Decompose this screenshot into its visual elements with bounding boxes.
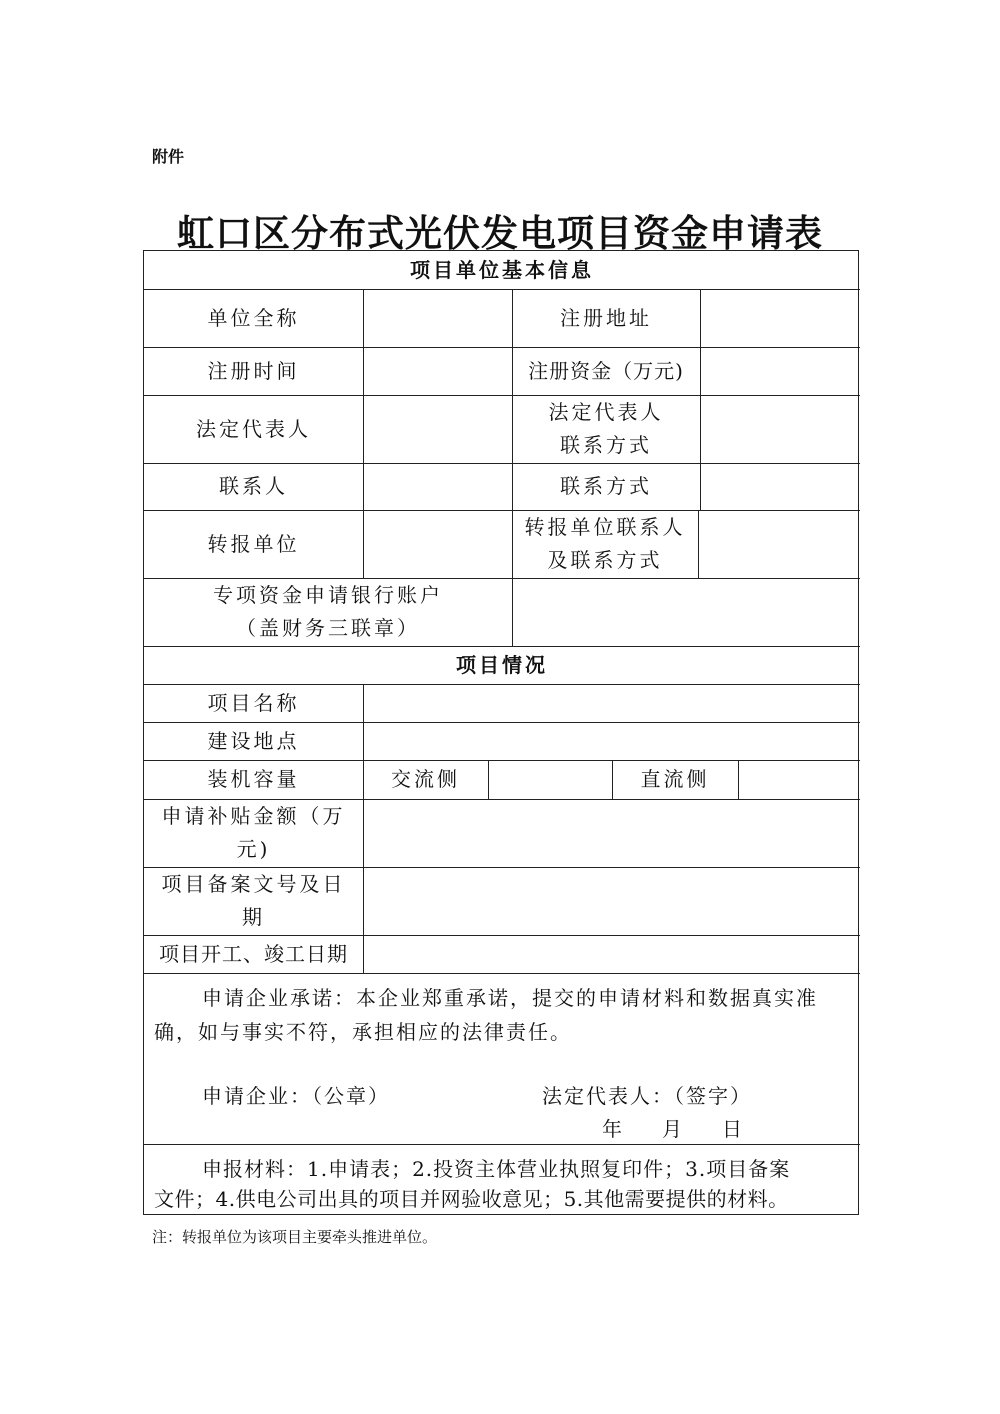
application-form-table xyxy=(143,250,859,1215)
label-bank-account-line1: 专项资金申请银行账户 xyxy=(213,583,443,607)
form-title: 虹口区分布式光伏发电项目资金申请表 xyxy=(177,212,823,255)
label-capacity: 装机容量 xyxy=(207,767,300,791)
section-header-project-info: 项目情况 xyxy=(456,652,548,677)
commitment-text-line1: 申请企业承诺：本企业郑重承诺，提交的申请材料和数据真实准 xyxy=(202,986,818,1010)
label-bank-account-line2: （盖财务三联章） xyxy=(236,616,420,640)
label-reg-capital: 注册资金（万元) xyxy=(528,358,684,383)
label-reg-address: 注册地址 xyxy=(560,305,652,330)
label-bank-account xyxy=(144,578,512,646)
company-seal-label: 申请企业：（公章） xyxy=(202,1084,390,1108)
attachment-label: 附件 xyxy=(152,147,185,166)
label-report-unit: 转报单位 xyxy=(207,531,300,556)
label-subsidy-amount xyxy=(144,799,363,867)
label-ac-side: 交流侧 xyxy=(391,767,460,791)
label-legal-rep-contact xyxy=(512,395,700,463)
materials-text-line2: 文件；4.供电公司出具的项目并网验收意见；5.其他需要提供的材料。 xyxy=(154,1187,789,1211)
label-contact-method: 联系方式 xyxy=(560,474,652,498)
label-subsidy-amount-line2: 元) xyxy=(236,837,271,861)
section-header-unit-info: 项目单位基本信息 xyxy=(410,257,594,282)
commitment-text-line2: 确，如与事实不符，承担相应的法律责任。 xyxy=(154,1020,572,1044)
label-report-contact xyxy=(512,510,698,578)
legal-rep-sign-label: 法定代表人：（签字） xyxy=(542,1084,752,1108)
label-filing-number-line1: 项目备案文号及日 xyxy=(161,872,346,896)
label-reg-time: 注册时间 xyxy=(207,358,300,383)
date-day-label: 日 xyxy=(722,1117,744,1141)
label-subsidy-amount-line1: 申请补贴金额（万 xyxy=(161,804,346,828)
label-filing-number xyxy=(144,867,363,935)
label-start-end-date: 项目开工、竣工日期 xyxy=(159,941,348,966)
label-legal-rep-contact-line1: 法定代表人 xyxy=(548,400,664,424)
label-legal-rep: 法定代表人 xyxy=(196,416,311,441)
date-year-label: 年 xyxy=(602,1117,624,1141)
label-contact-person: 联系人 xyxy=(219,474,288,498)
label-legal-rep-contact-line2: 联系方式 xyxy=(560,433,652,457)
label-report-contact-line2: 及联系方式 xyxy=(547,548,663,572)
date-month-label: 月 xyxy=(662,1117,684,1141)
label-build-location: 建设地点 xyxy=(207,728,300,753)
footnote: 注：转报单位为该项目主要牵头推进单位。 xyxy=(152,1228,438,1246)
label-filing-number-line2: 期 xyxy=(242,905,265,929)
label-dc-side: 直流侧 xyxy=(640,767,710,791)
label-report-contact-line1: 转报单位联系人 xyxy=(524,515,686,539)
label-project-name: 项目名称 xyxy=(207,690,300,715)
materials-text-line1: 申报材料：1.申请表；2.投资主体营业执照复印件；3.项目备案 xyxy=(202,1157,791,1181)
label-unit-name: 单位全称 xyxy=(207,305,300,330)
